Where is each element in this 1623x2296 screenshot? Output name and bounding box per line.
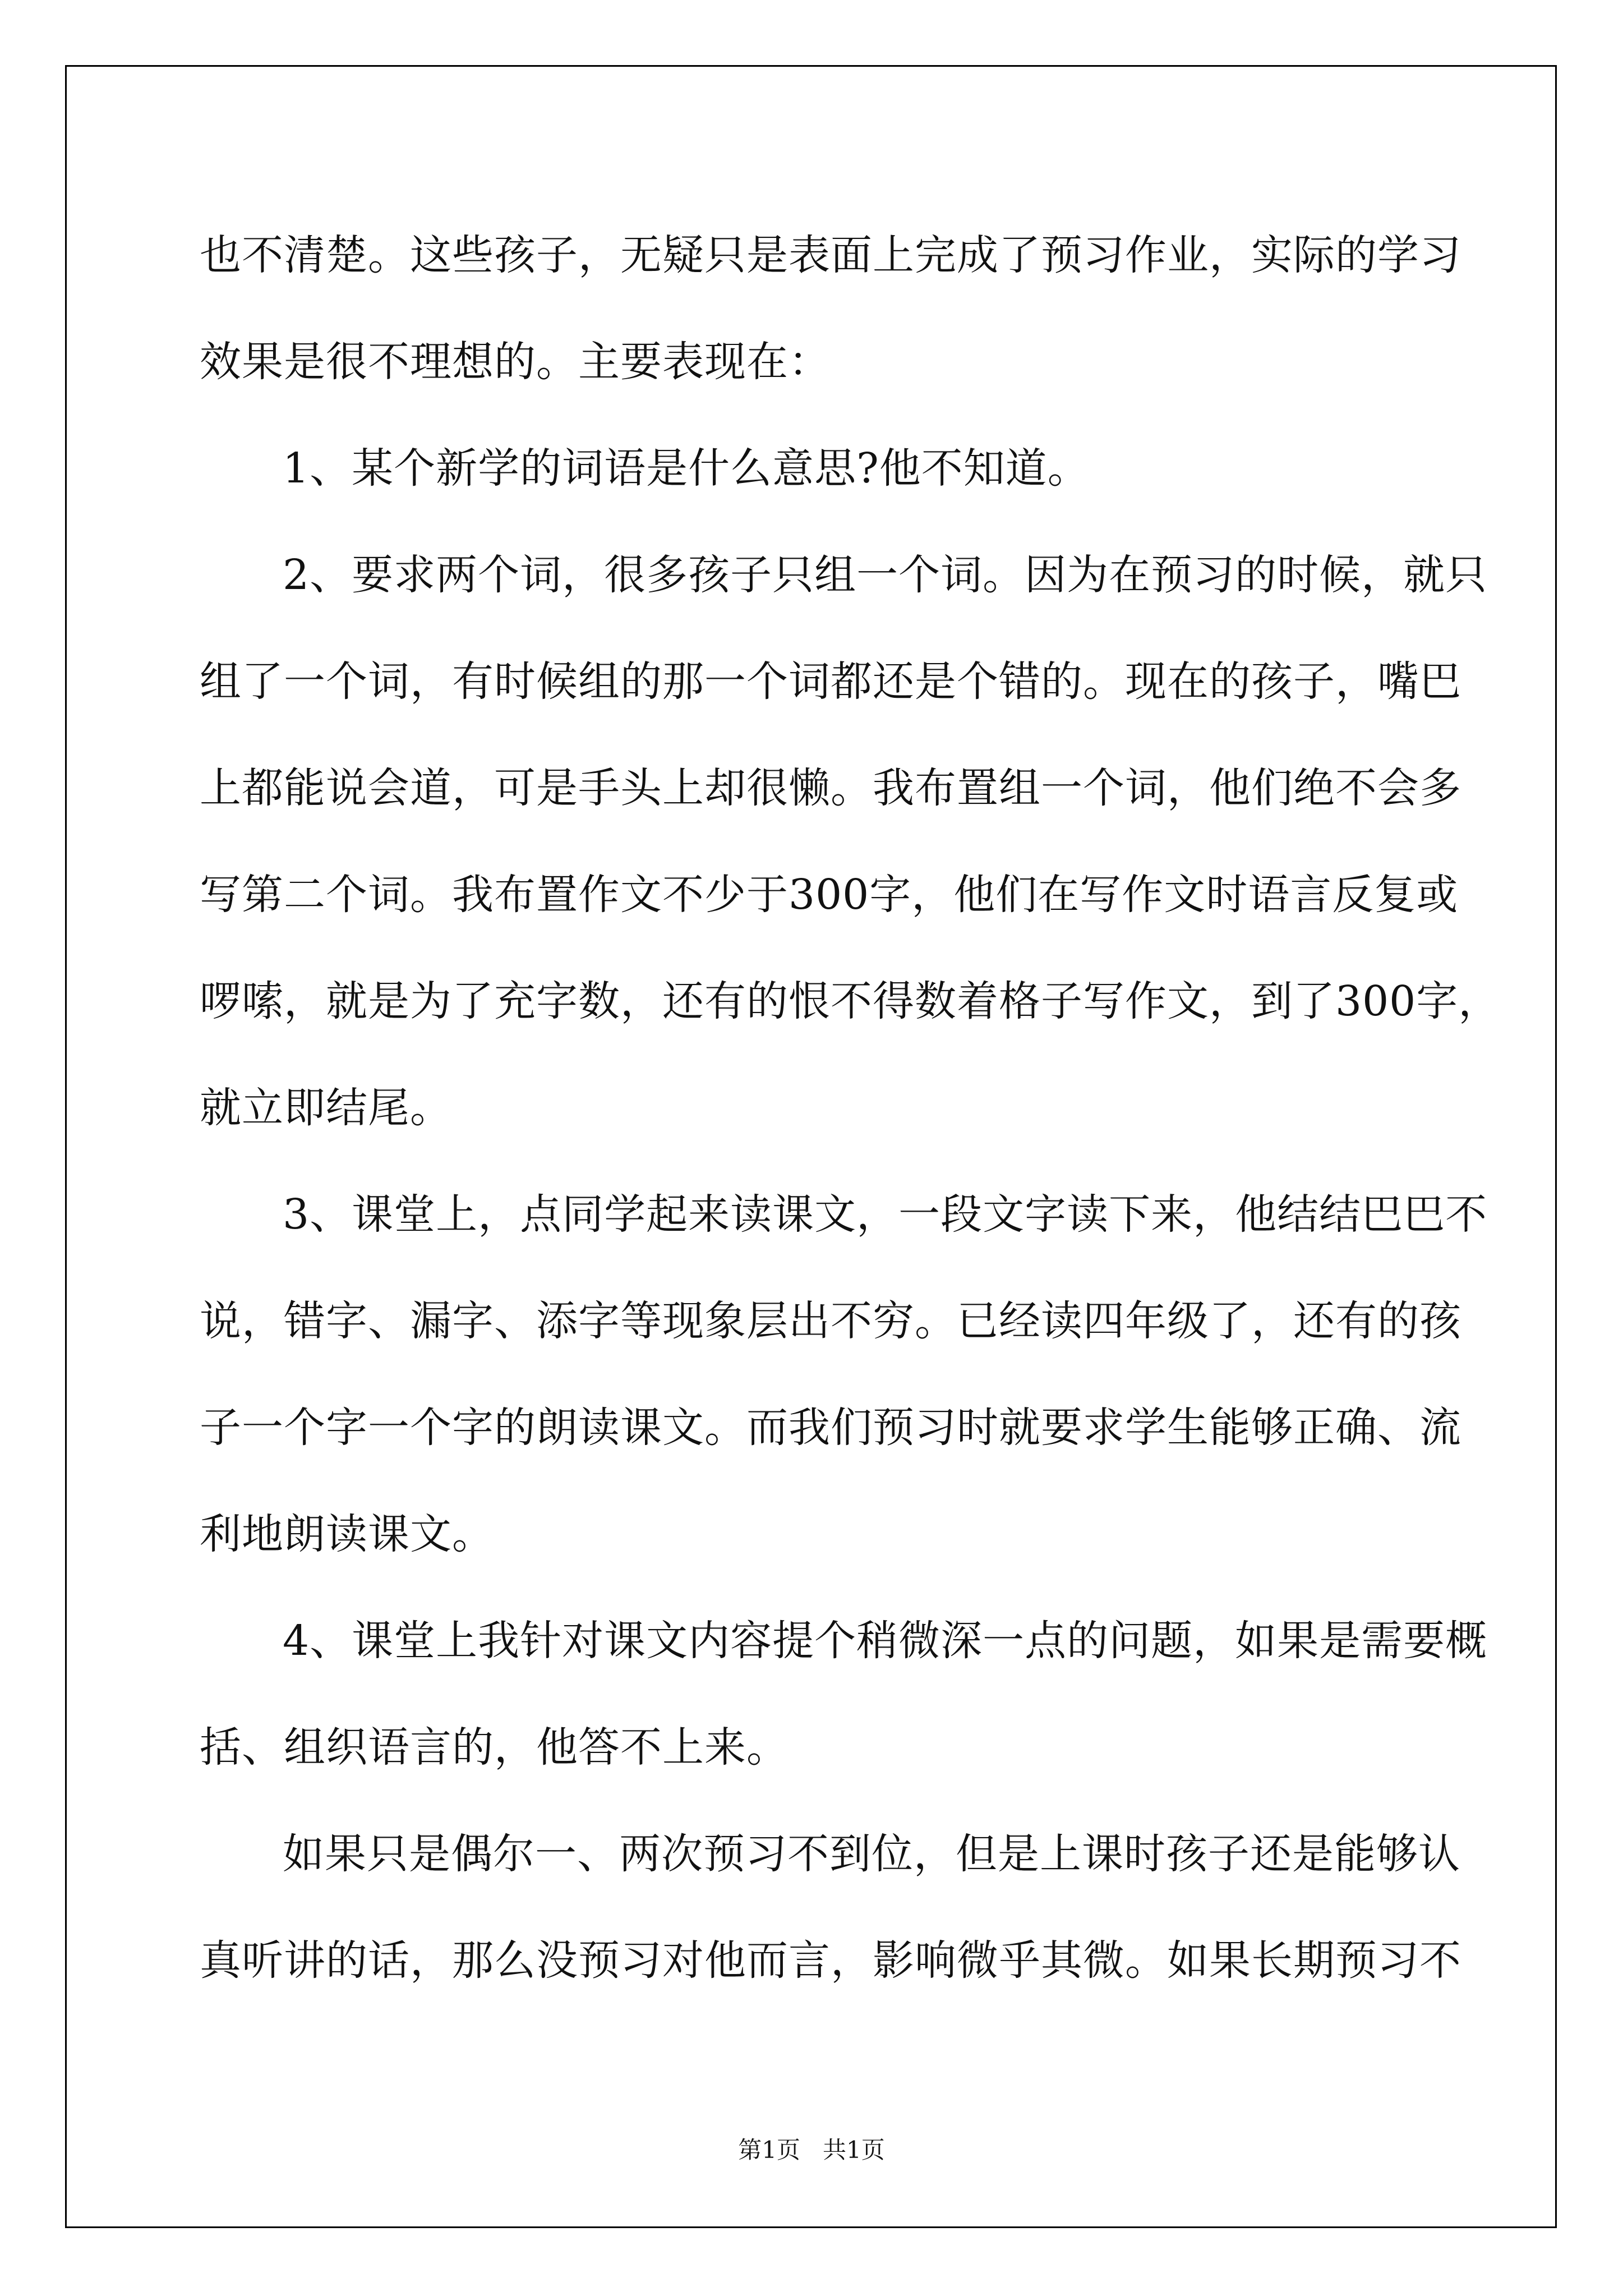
text-line: 写第二个词。我布置作文不少于300字，他们在写作文时语言反复或 xyxy=(200,871,1459,919)
paragraph xyxy=(200,1161,1488,1588)
text-line: 3、课堂上，点同学起来读课文，一段文字读下来，他结结巴巴不 xyxy=(283,1190,1488,1239)
text-line: 真听讲的话，那么没预习对他而言，影响微乎其微。如果长期预习不 xyxy=(200,1936,1461,1985)
text-line: 4、课堂上我针对课文内容提个稍微深一点的问题，如果是需要概 xyxy=(283,1617,1488,1665)
text-line: 如果只是偶尔一、两次预习不到位，但是上课时孩子还是能够认 xyxy=(283,1830,1460,1878)
text-line: 效果是很不理想的。主要表现在： xyxy=(200,338,831,386)
text-line: 利地朗读课文。 xyxy=(200,1510,494,1558)
page-footer: 第1页 共1页 xyxy=(738,2136,885,2164)
paragraph xyxy=(200,1588,1488,1801)
text-line: 2、要求两个词，很多孩子只组一个词。因为在预习的时候，就只 xyxy=(283,551,1488,599)
text-line: 也不清楚。这些孩子，无疑只是表面上完成了预习作业，实际的学习 xyxy=(200,231,1461,279)
text-line: 就立即结尾。 xyxy=(200,1084,452,1132)
paragraph xyxy=(200,202,1461,415)
paragraph xyxy=(200,1801,1461,2014)
text-line: 子一个字一个字的朗读课文。而我们预习时就要求学生能够正确、流 xyxy=(200,1404,1461,1452)
text-line: 啰嗦，就是为了充字数，还有的恨不得数着格子写作文，到了300字， xyxy=(200,977,1501,1025)
text-line: 括、组织语言的，他答不上来。 xyxy=(200,1723,789,1772)
text-line: 组了一个词，有时候组的那一个词都还是个错的。现在的孩子，嘴巴 xyxy=(200,657,1461,706)
text-line: 上都能说会道，可是手头上却很懒。我布置组一个词，他们绝不会多 xyxy=(200,764,1461,812)
paragraph xyxy=(200,522,1501,1161)
document-body xyxy=(200,202,1501,2014)
text-line: 1、某个新学的词语是什么意思?他不知道。 xyxy=(283,444,1090,493)
text-line: 说，错字、漏字、添字等现象层出不穷。已经读四年级了，还有的孩 xyxy=(200,1297,1461,1345)
paragraph xyxy=(200,415,1456,522)
